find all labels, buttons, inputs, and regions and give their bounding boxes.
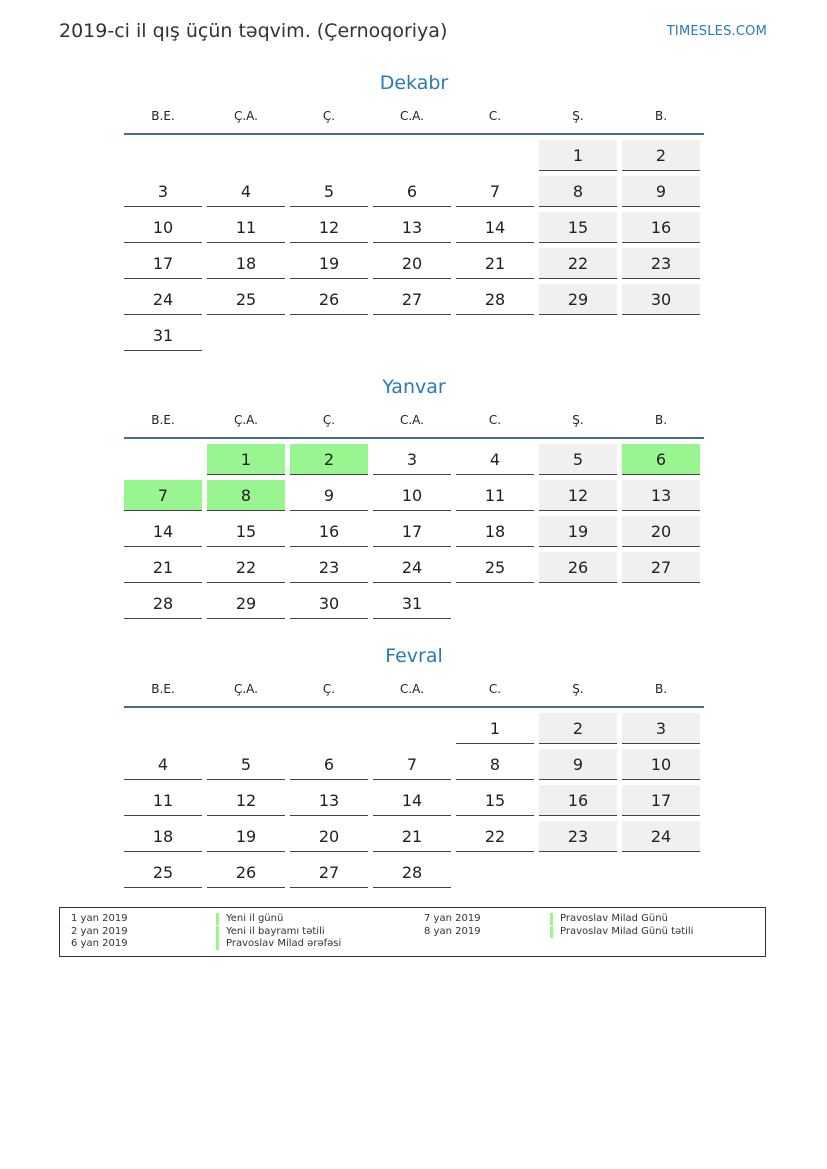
weekday-label: C. (488, 682, 502, 696)
day-cell: 12 (290, 212, 368, 243)
empty-day-cell (290, 320, 368, 351)
day-cell: 27 (373, 284, 451, 315)
day-cell: 16 (290, 516, 368, 547)
day-cell: 14 (373, 785, 451, 816)
empty-day-cell (622, 857, 700, 888)
day-cell: 12 (207, 785, 285, 816)
legend-holiday-name: Pravoslav Milad Günü tətili (550, 926, 693, 938)
day-cell: 25 (207, 284, 285, 315)
day-cell: 28 (124, 588, 202, 619)
day-cell: 12 (539, 480, 617, 511)
weekday-label: C.A. (399, 413, 424, 427)
day-cell: 27 (622, 552, 700, 583)
day-cell: 30 (290, 588, 368, 619)
weekday-label: Ç.A. (233, 413, 258, 427)
holiday-day-cell: 7 (124, 480, 202, 511)
day-cell: 26 (207, 857, 285, 888)
day-cell: 4 (124, 749, 202, 780)
day-cell: 15 (207, 516, 285, 547)
day-cell: 18 (207, 248, 285, 279)
day-cell: 16 (539, 785, 617, 816)
day-cell: 19 (290, 248, 368, 279)
week-row (124, 211, 704, 247)
empty-day-cell (207, 140, 285, 171)
page-title: 2019-ci il qış üçün təqvim. (Çernoqoriya) (59, 20, 448, 42)
day-cell: 18 (456, 516, 534, 547)
day-cell: 22 (456, 821, 534, 852)
week-row (124, 175, 704, 211)
empty-day-cell (456, 588, 534, 619)
day-cell: 10 (622, 749, 700, 780)
day-cell: 21 (373, 821, 451, 852)
day-cell: 29 (539, 284, 617, 315)
week-row (124, 443, 704, 479)
holiday-day-cell: 6 (622, 444, 700, 475)
day-cell: 16 (622, 212, 700, 243)
weekday-label: Ş. (572, 109, 584, 123)
day-cell: 20 (373, 248, 451, 279)
week-row (124, 551, 704, 587)
week-row (124, 515, 704, 551)
day-cell: 7 (373, 749, 451, 780)
day-cell: 3 (124, 176, 202, 207)
day-cell: 7 (456, 176, 534, 207)
legend-holiday-name: Pravoslav Milad ərəfəsi (216, 938, 341, 950)
day-grid (124, 139, 704, 355)
day-cell: 17 (622, 785, 700, 816)
week-row (124, 712, 704, 748)
day-cell: 3 (622, 713, 700, 744)
empty-day-cell (290, 140, 368, 171)
week-row (124, 283, 704, 319)
day-cell: 23 (290, 552, 368, 583)
legend-date: 2 yan 2019 (71, 926, 128, 937)
week-row (124, 319, 704, 355)
day-cell: 24 (622, 821, 700, 852)
site-link[interactable]: TIMESLES.COM (666, 24, 767, 39)
empty-day-cell (622, 588, 700, 619)
month-calendar-february (124, 644, 704, 892)
day-cell: 31 (373, 588, 451, 619)
day-cell: 25 (456, 552, 534, 583)
weekday-label: B. (654, 413, 668, 427)
month-calendar-december (124, 71, 704, 355)
day-grid (124, 712, 704, 892)
day-cell: 31 (124, 320, 202, 351)
day-cell: 23 (539, 821, 617, 852)
day-cell: 29 (207, 588, 285, 619)
day-cell: 1 (539, 140, 617, 171)
month-name: Dekabr (379, 72, 449, 94)
weekday-header (124, 678, 704, 708)
week-row (124, 587, 704, 623)
empty-day-cell (373, 320, 451, 351)
day-cell: 3 (373, 444, 451, 475)
weekday-label: B.E. (151, 109, 175, 123)
legend-date: 8 yan 2019 (424, 926, 481, 937)
empty-day-cell (456, 857, 534, 888)
day-cell: 5 (290, 176, 368, 207)
day-cell: 17 (124, 248, 202, 279)
empty-day-cell (124, 140, 202, 171)
day-cell: 21 (456, 248, 534, 279)
day-cell: 15 (539, 212, 617, 243)
day-cell: 13 (622, 480, 700, 511)
holiday-day-cell: 1 (207, 444, 285, 475)
day-cell: 9 (539, 749, 617, 780)
legend-date: 6 yan 2019 (71, 938, 128, 949)
day-cell: 19 (539, 516, 617, 547)
week-row (124, 247, 704, 283)
day-grid (124, 443, 704, 623)
day-cell: 5 (539, 444, 617, 475)
day-cell: 9 (290, 480, 368, 511)
week-row (124, 820, 704, 856)
weekday-label: B.E. (151, 682, 175, 696)
day-cell: 30 (622, 284, 700, 315)
day-cell: 6 (290, 749, 368, 780)
weekday-label: B.E. (151, 413, 175, 427)
weekday-header (124, 105, 704, 135)
day-cell: 10 (124, 212, 202, 243)
day-cell: 13 (373, 212, 451, 243)
month-name: Fevral (385, 645, 443, 667)
empty-day-cell (373, 140, 451, 171)
day-cell: 8 (539, 176, 617, 207)
day-cell: 19 (207, 821, 285, 852)
day-cell: 9 (622, 176, 700, 207)
week-row (124, 139, 704, 175)
month-name: Yanvar (382, 376, 446, 398)
day-cell: 22 (207, 552, 285, 583)
legend-date: 7 yan 2019 (424, 913, 481, 924)
day-cell: 8 (456, 749, 534, 780)
weekday-label: B. (654, 109, 668, 123)
holiday-day-cell: 8 (207, 480, 285, 511)
day-cell: 14 (456, 212, 534, 243)
day-cell: 25 (124, 857, 202, 888)
day-cell: 13 (290, 785, 368, 816)
month-calendar-january (124, 375, 704, 623)
weekday-label: Ş. (572, 682, 584, 696)
empty-day-cell (290, 713, 368, 744)
weekday-label: C. (488, 413, 502, 427)
week-row (124, 479, 704, 515)
week-row (124, 784, 704, 820)
empty-day-cell (456, 320, 534, 351)
day-cell: 18 (124, 821, 202, 852)
day-cell: 10 (373, 480, 451, 511)
day-cell: 5 (207, 749, 285, 780)
day-cell: 23 (622, 248, 700, 279)
holiday-day-cell: 2 (290, 444, 368, 475)
empty-day-cell (373, 713, 451, 744)
legend-holiday-name: Pravoslav Milad Günü (550, 913, 668, 925)
weekday-header (124, 409, 704, 439)
weekday-label: C.A. (399, 109, 424, 123)
holiday-legend (59, 907, 766, 957)
day-cell: 11 (456, 480, 534, 511)
day-cell: 26 (539, 552, 617, 583)
day-cell: 14 (124, 516, 202, 547)
day-cell: 27 (290, 857, 368, 888)
empty-day-cell (539, 588, 617, 619)
day-cell: 15 (456, 785, 534, 816)
weekday-label: Ç.A. (233, 682, 258, 696)
day-cell: 4 (207, 176, 285, 207)
week-row (124, 856, 704, 892)
day-cell: 22 (539, 248, 617, 279)
day-cell: 28 (456, 284, 534, 315)
weekday-label: Ç. (322, 109, 336, 123)
weekday-label: Ç. (322, 413, 336, 427)
weekday-label: C. (488, 109, 502, 123)
day-cell: 11 (124, 785, 202, 816)
empty-day-cell (207, 713, 285, 744)
day-cell: 2 (539, 713, 617, 744)
weekday-label: Ç. (322, 682, 336, 696)
day-cell: 26 (290, 284, 368, 315)
day-cell: 17 (373, 516, 451, 547)
legend-holiday-name: Yeni il bayramı tətili (216, 926, 325, 938)
weekday-label: B. (654, 682, 668, 696)
empty-day-cell (124, 713, 202, 744)
day-cell: 6 (373, 176, 451, 207)
day-cell: 1 (456, 713, 534, 744)
weekday-label: C.A. (399, 682, 424, 696)
week-row (124, 748, 704, 784)
legend-holiday-name: Yeni il günü (216, 913, 283, 925)
weekday-label: Ş. (572, 413, 584, 427)
day-cell: 4 (456, 444, 534, 475)
day-cell: 2 (622, 140, 700, 171)
day-cell: 20 (622, 516, 700, 547)
empty-day-cell (622, 320, 700, 351)
day-cell: 24 (124, 284, 202, 315)
empty-day-cell (124, 444, 202, 475)
day-cell: 21 (124, 552, 202, 583)
day-cell: 11 (207, 212, 285, 243)
day-cell: 24 (373, 552, 451, 583)
empty-day-cell (456, 140, 534, 171)
empty-day-cell (539, 320, 617, 351)
empty-day-cell (539, 857, 617, 888)
day-cell: 20 (290, 821, 368, 852)
weekday-label: Ç.A. (233, 109, 258, 123)
empty-day-cell (207, 320, 285, 351)
legend-date: 1 yan 2019 (71, 913, 128, 924)
day-cell: 28 (373, 857, 451, 888)
